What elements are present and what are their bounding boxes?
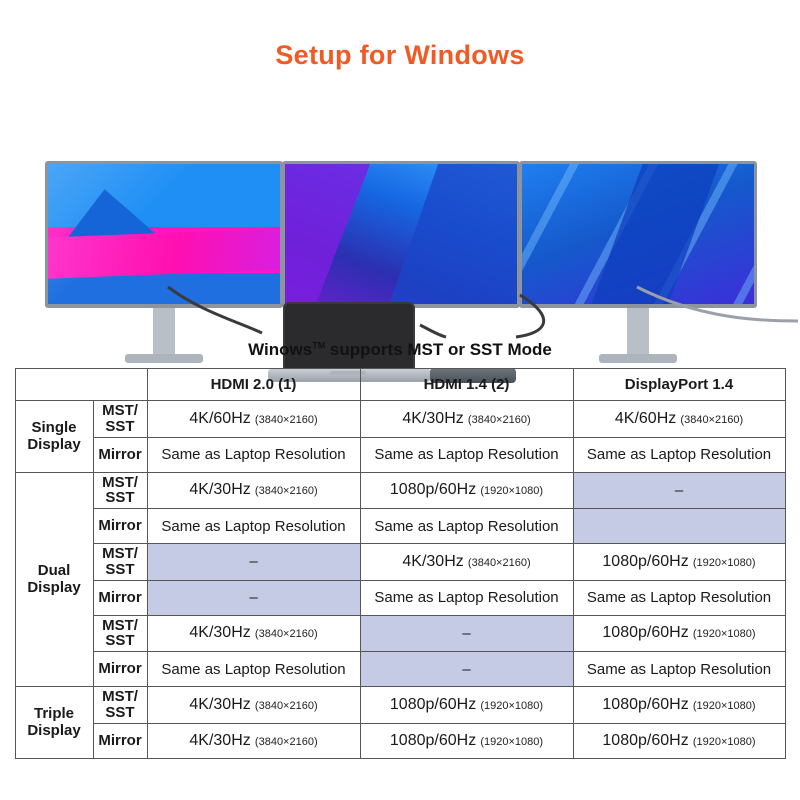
mode-label-mst: MST/ xyxy=(102,402,138,419)
table-row xyxy=(15,580,785,615)
table-row xyxy=(15,723,785,758)
cell-single-mirror-dp: Same as Laptop Resolution xyxy=(573,437,785,472)
cell-res: 4K/30Hz xyxy=(402,552,464,570)
row-group-label-triple-line1: Triple xyxy=(33,705,74,722)
cell-res: 1080p/60Hz xyxy=(389,695,477,713)
cell-px: (3840×2160) xyxy=(254,699,318,712)
table-row xyxy=(15,472,785,509)
cell-dual1-mirror-dp xyxy=(573,509,785,544)
cell-res: 4K/30Hz xyxy=(189,624,251,642)
row-group-label-dual xyxy=(15,472,93,687)
row-group-label-single xyxy=(15,401,93,473)
table-caption-rest: supports MST or SST Mode xyxy=(325,340,552,359)
mode-cell-mst-sst xyxy=(93,472,147,509)
left-monitor-screen xyxy=(45,161,283,308)
cell-px: (1920×1080) xyxy=(692,556,756,569)
cell-triple-mst-hdmi14 xyxy=(360,687,573,724)
middle-monitor xyxy=(282,161,520,308)
mode-cell-mst-sst xyxy=(93,615,147,652)
mode-label-sst: SST xyxy=(105,632,135,650)
table-row xyxy=(15,401,785,438)
cell-px: (3840×2160) xyxy=(467,556,531,569)
cell-dual2-mirror-dp: Same as Laptop Resolution xyxy=(573,580,785,615)
cell-dual3-mirror-dp: Same as Laptop Resolution xyxy=(573,652,785,687)
right-monitor-screen xyxy=(519,161,757,308)
cell-res: 4K/30Hz xyxy=(189,731,251,749)
middle-monitor-wallpaper xyxy=(285,164,517,304)
trademark-mark: TM xyxy=(312,340,326,351)
setup-illustration xyxy=(0,81,800,343)
mode-label-mst: MST/ xyxy=(102,688,138,705)
table-row xyxy=(15,687,785,724)
cell-dual2-mst-hdmi14 xyxy=(360,544,573,581)
cell-single-mst-dp xyxy=(573,401,785,438)
mode-cell-mirror: Mirror xyxy=(93,652,147,687)
table-row xyxy=(15,615,785,652)
cell-single-mirror-hdmi20: Same as Laptop Resolution xyxy=(147,437,360,472)
cell-triple-mirror-hdmi14 xyxy=(360,723,573,758)
cell-dual3-mirror-hdmi20: Same as Laptop Resolution xyxy=(147,652,360,687)
row-group-label-dual-line2: Display xyxy=(27,579,81,597)
cell-dual3-mst-hdmi14: – xyxy=(360,615,573,652)
cell-dual1-mirror-hdmi14: Same as Laptop Resolution xyxy=(360,509,573,544)
cell-px: (1920×1080) xyxy=(480,485,544,498)
middle-monitor-screen xyxy=(282,161,520,308)
cell-dual3-mst-dp xyxy=(573,615,785,652)
mode-label-sst: SST xyxy=(105,560,135,578)
column-header-hdmi20: HDMI 2.0 (1) xyxy=(147,369,360,401)
mode-cell-mirror: Mirror xyxy=(93,437,147,472)
mode-cell-mirror: Mirror xyxy=(93,723,147,758)
cell-dual2-mirror-hdmi14: Same as Laptop Resolution xyxy=(360,580,573,615)
mode-label-sst: SST xyxy=(105,703,135,721)
table-header-row xyxy=(15,369,785,401)
cell-res: 4K/30Hz xyxy=(189,481,251,499)
cell-dual1-mst-hdmi20 xyxy=(147,472,360,509)
column-header-hdmi14: HDMI 1.4 (2) xyxy=(360,369,573,401)
cell-res: 1080p/60Hz xyxy=(602,731,689,749)
compatibility-section xyxy=(0,330,800,759)
cell-px: (3840×2160) xyxy=(254,735,318,748)
cell-dual3-mst-hdmi20 xyxy=(147,615,360,652)
mode-cell-mirror: Mirror xyxy=(93,580,147,615)
cell-dual2-mirror-hdmi20: – xyxy=(147,580,360,615)
left-monitor-wallpaper xyxy=(48,164,280,304)
cell-px: (3840×2160) xyxy=(254,485,318,498)
cell-triple-mirror-hdmi20 xyxy=(147,723,360,758)
cell-res: 1080p/60Hz xyxy=(602,624,689,642)
mode-cell-mst-sst xyxy=(93,687,147,724)
row-group-label-triple xyxy=(15,687,93,759)
cell-px: (1920×1080) xyxy=(692,735,756,748)
cell-triple-mst-dp xyxy=(573,687,785,724)
cell-px: (1920×1080) xyxy=(692,628,756,641)
mode-label-sst: SST xyxy=(105,489,135,507)
mode-label-mst: MST/ xyxy=(102,616,138,634)
right-monitor-wallpaper xyxy=(522,164,754,304)
cell-res: 1080p/60Hz xyxy=(602,695,689,713)
mode-cell-mst-sst xyxy=(93,544,147,581)
cell-res: 4K/60Hz xyxy=(614,409,677,427)
column-header-displayport: DisplayPort 1.4 xyxy=(573,369,785,401)
cell-px: (3840×2160) xyxy=(254,628,318,641)
mode-label-mst: MST/ xyxy=(102,545,138,562)
cell-res: 4K/60Hz xyxy=(189,409,251,427)
cell-res: 4K/30Hz xyxy=(402,409,464,427)
cell-triple-mirror-dp xyxy=(573,723,785,758)
cell-px: (3840×2160) xyxy=(254,413,318,426)
cell-dual1-mst-dp: – xyxy=(573,472,785,509)
table-row xyxy=(15,509,785,544)
mode-cell-mst-sst xyxy=(93,401,147,438)
table-caption xyxy=(0,330,800,368)
cell-res: 1080p/60Hz xyxy=(389,731,477,749)
table-row xyxy=(15,437,785,472)
cell-dual3-mirror-hdmi14: – xyxy=(360,652,573,687)
page-title: Setup for Windows xyxy=(275,40,525,70)
mode-label-mst: MST/ xyxy=(102,473,138,491)
table-row xyxy=(15,544,785,581)
cell-px: (1920×1080) xyxy=(692,699,756,712)
cell-res: 1080p/60Hz xyxy=(389,481,477,499)
row-group-label-triple-line2: Display xyxy=(27,722,81,740)
table-row xyxy=(15,652,785,687)
cell-triple-mst-hdmi20 xyxy=(147,687,360,724)
cell-res: 4K/30Hz xyxy=(189,695,251,713)
mode-cell-mirror: Mirror xyxy=(93,509,147,544)
row-group-label-dual-line1: Dual xyxy=(37,562,71,579)
resolution-matrix-table xyxy=(15,368,786,759)
cell-single-mirror-hdmi14: Same as Laptop Resolution xyxy=(360,437,573,472)
cell-dual1-mst-hdmi14 xyxy=(360,472,573,509)
table-corner-cell xyxy=(15,369,147,401)
cell-px: (1920×1080) xyxy=(480,699,544,712)
cell-px: (1920×1080) xyxy=(480,735,544,748)
cell-px: (3840×2160) xyxy=(467,413,531,426)
cell-dual1-mirror-hdmi20: Same as Laptop Resolution xyxy=(147,509,360,544)
table-caption-os: Winows xyxy=(248,340,313,359)
mode-label-sst: SST xyxy=(105,417,135,435)
cell-single-mst-hdmi20 xyxy=(147,401,360,438)
cell-res: 1080p/60Hz xyxy=(602,552,689,570)
cell-single-mst-hdmi14 xyxy=(360,401,573,438)
cell-dual2-mst-dp xyxy=(573,544,785,581)
row-group-label-single-line2: Display xyxy=(27,436,81,454)
row-group-label-single-line1: Single xyxy=(31,419,77,436)
cell-dual2-mst-hdmi20: – xyxy=(147,544,360,581)
cell-px: (3840×2160) xyxy=(680,413,744,426)
